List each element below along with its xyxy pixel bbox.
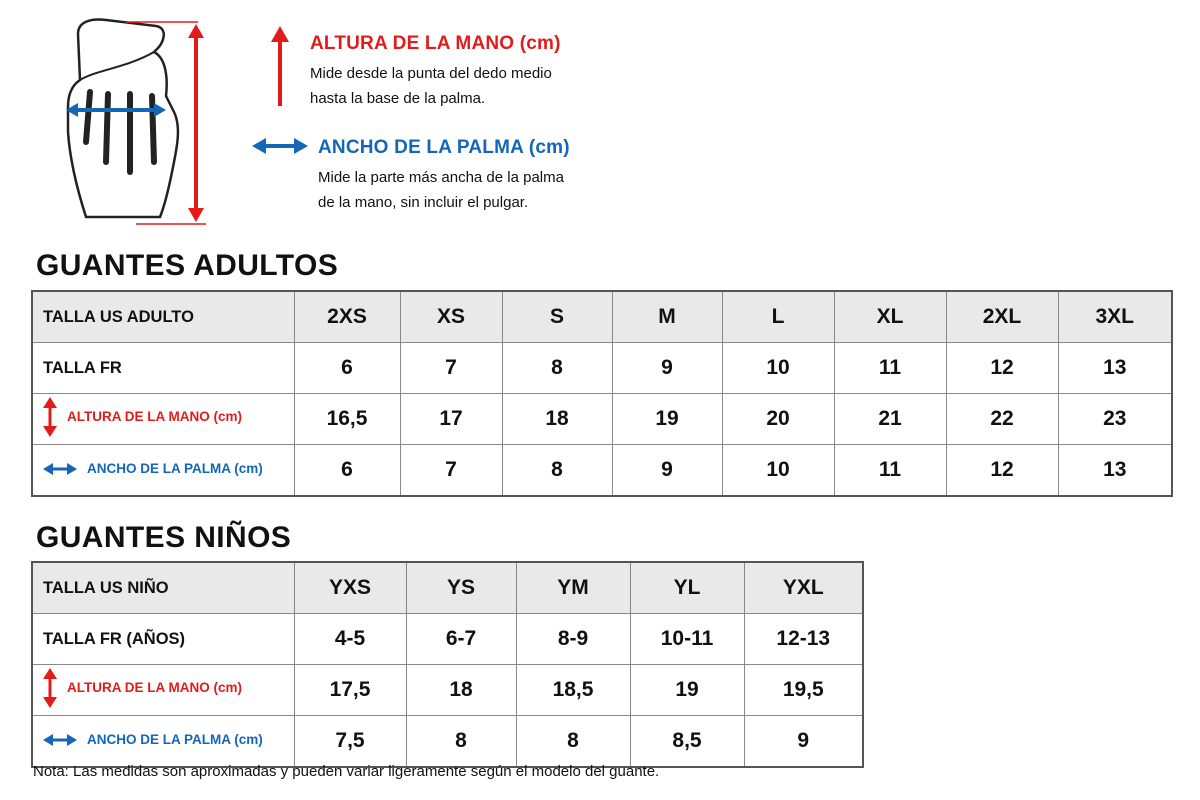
kids-fr-row (32, 614, 863, 665)
kids-height-cell: 17,5 (294, 665, 406, 716)
kids-us-cell: YL (630, 562, 744, 614)
adults-width-cell: 8 (502, 445, 612, 497)
width-legend-desc-2: de la mano, sin incluir el pulgar. (318, 194, 529, 211)
adults-height-cell: 23 (1058, 394, 1172, 445)
horizontal-arrow-icon (252, 136, 308, 156)
adults-fr-cell: 13 (1058, 343, 1172, 394)
width-legend (318, 137, 570, 215)
adults-width-cell: 9 (612, 445, 722, 497)
kids-width-cell: 8 (406, 716, 516, 768)
adults-width-cell: 7 (400, 445, 502, 497)
kids-height-cell: 19 (630, 665, 744, 716)
adults-fr-cell: 7 (400, 343, 502, 394)
kids-fr-cell: 8-9 (516, 614, 630, 665)
horizontal-double-arrow-icon (43, 463, 77, 475)
kids-us-cell: YXL (744, 562, 863, 614)
kids-section-title: GUANTES NIÑOS (36, 521, 292, 554)
height-legend-title: ALTURA DE LA MANO (cm) (310, 33, 561, 54)
adults-height-cell: 22 (946, 394, 1058, 445)
adults-height-cell: 19 (612, 394, 722, 445)
vertical-double-arrow-icon (43, 668, 57, 708)
adults-us-cell: 2XL (946, 291, 1058, 343)
height-legend-desc-2: hasta la base de la palma. (310, 90, 486, 107)
adults-width-cell: 10 (722, 445, 834, 497)
adults-us-cell: 3XL (1058, 291, 1172, 343)
adults-us-label: TALLA US ADULTO (32, 291, 294, 343)
vertical-arrow-icon (270, 26, 290, 108)
kids-size-table (31, 561, 864, 768)
adults-fr-row (32, 343, 1172, 394)
adults-width-cell: 11 (834, 445, 946, 497)
footnote: Nota: Las medidas son aproximadas y pueden variar ligeramente según el modelo del guante. (33, 763, 660, 780)
adults-fr-cell: 12 (946, 343, 1058, 394)
measurement-legend (0, 0, 1200, 240)
kids-us-cell: YXS (294, 562, 406, 614)
adults-fr-cell: 9 (612, 343, 722, 394)
adults-us-cell: M (612, 291, 722, 343)
adults-width-label: ANCHO DE LA PALMA (cm) (87, 461, 263, 476)
kids-width-label: ANCHO DE LA PALMA (cm) (87, 732, 263, 747)
adults-width-cell: 6 (294, 445, 400, 497)
kids-width-cell: 7,5 (294, 716, 406, 768)
adults-height-cell: 17 (400, 394, 502, 445)
adults-fr-cell: 10 (722, 343, 834, 394)
width-legend-desc-1: Mide la parte más ancha de la palma (318, 169, 564, 186)
kids-height-cell: 19,5 (744, 665, 863, 716)
kids-us-row (32, 562, 863, 614)
adults-height-label: ALTURA DE LA MANO (cm) (67, 409, 242, 424)
kids-fr-cell: 6-7 (406, 614, 516, 665)
vertical-double-arrow-icon (43, 397, 57, 437)
hand-outline-icon (56, 12, 216, 232)
height-legend-desc-1: Mide desde la punta del dedo medio (310, 65, 552, 82)
adults-width-cell: 12 (946, 445, 1058, 497)
kids-width-cell: 9 (744, 716, 863, 768)
kids-us-cell: YS (406, 562, 516, 614)
horizontal-double-arrow-icon (43, 734, 77, 746)
kids-height-row (32, 665, 863, 716)
adults-fr-cell: 8 (502, 343, 612, 394)
adults-size-table (31, 290, 1173, 497)
kids-width-row (32, 716, 863, 768)
adults-width-row (32, 445, 1172, 497)
adults-height-cell: 21 (834, 394, 946, 445)
kids-us-cell: YM (516, 562, 630, 614)
adults-fr-label: TALLA FR (32, 343, 294, 394)
kids-height-label: ALTURA DE LA MANO (cm) (67, 680, 242, 695)
adults-height-cell: 20 (722, 394, 834, 445)
adults-fr-cell: 6 (294, 343, 400, 394)
adults-width-cell: 13 (1058, 445, 1172, 497)
kids-fr-cell: 4-5 (294, 614, 406, 665)
adults-us-cell: S (502, 291, 612, 343)
adults-height-row (32, 394, 1172, 445)
width-legend-title: ANCHO DE LA PALMA (cm) (318, 137, 570, 158)
kids-fr-cell: 12-13 (744, 614, 863, 665)
height-legend (310, 33, 561, 111)
kids-width-cell: 8,5 (630, 716, 744, 768)
kids-fr-label: TALLA FR (AÑOS) (32, 614, 294, 665)
adults-section-title: GUANTES ADULTOS (36, 249, 339, 282)
kids-width-cell: 8 (516, 716, 630, 768)
adults-fr-cell: 11 (834, 343, 946, 394)
adults-us-cell: L (722, 291, 834, 343)
adults-height-cell: 16,5 (294, 394, 400, 445)
adults-us-row (32, 291, 1172, 343)
kids-height-cell: 18 (406, 665, 516, 716)
kids-height-cell: 18,5 (516, 665, 630, 716)
adults-us-cell: XS (400, 291, 502, 343)
adults-height-cell: 18 (502, 394, 612, 445)
adults-us-cell: 2XS (294, 291, 400, 343)
kids-us-label: TALLA US NIÑO (32, 562, 294, 614)
kids-fr-cell: 10-11 (630, 614, 744, 665)
adults-us-cell: XL (834, 291, 946, 343)
